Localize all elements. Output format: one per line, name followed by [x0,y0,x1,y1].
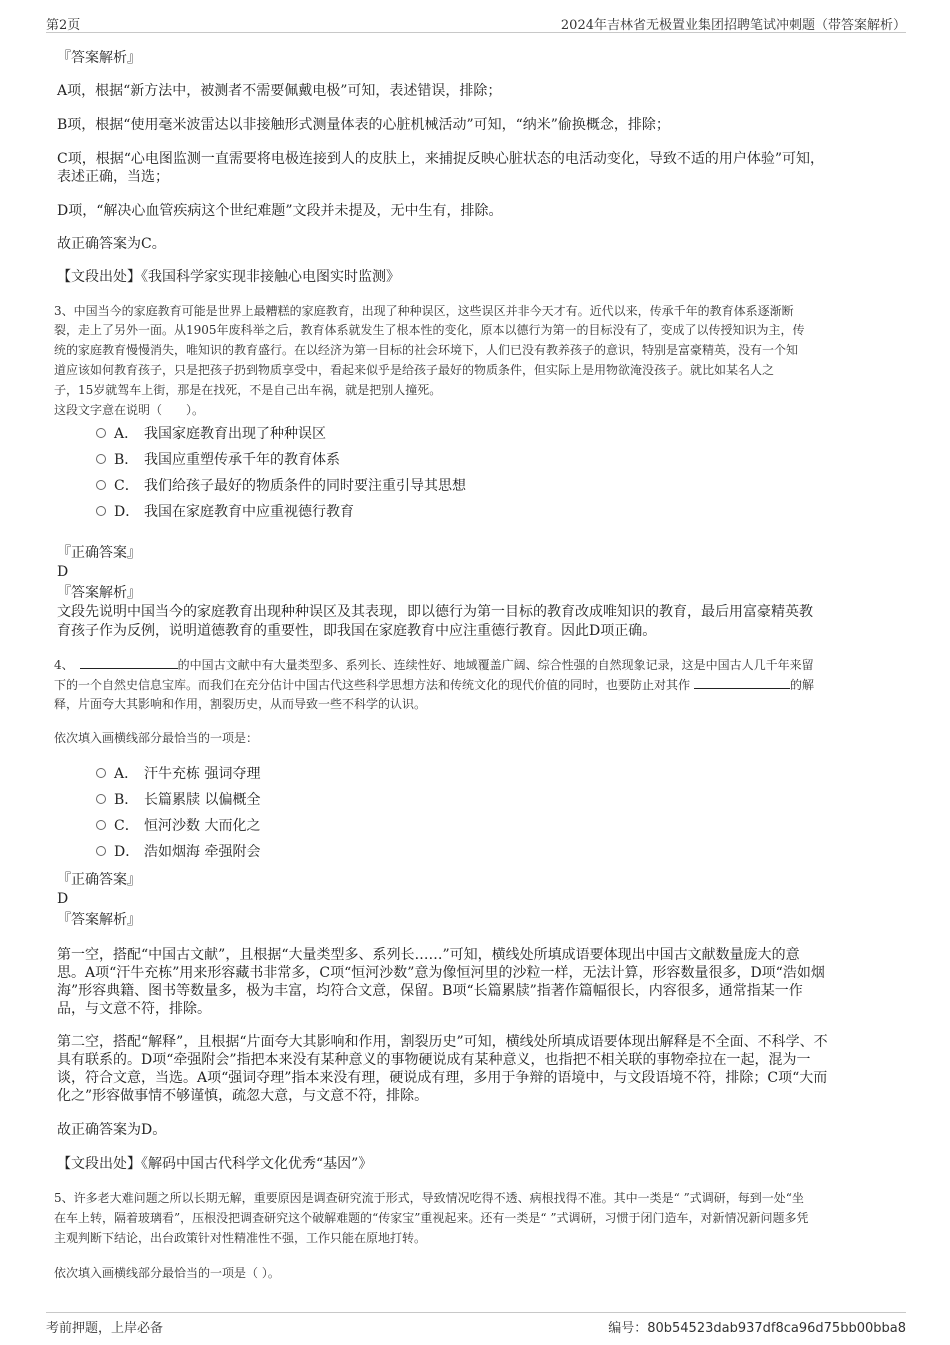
q5-stem-line-1: 5、许多老大难问题之所以长期无解，重要原因是调查研究流于形式，导致情况吃得不透、病根找得不准。其中一类是“ ”式调研，每到一处“坐 [54,1191,804,1205]
q4-stem-line-2: 下的一个自然史信息宝库。而我们在充分估计中国古代这些科学思想方法和传统文化的现代价值的同时，也要防止对其作 的解 [54,675,814,695]
q2-conclusion: 故正确答案为C。 [57,236,166,252]
q3-option-a[interactable]: A． 我国家庭教育出现了种种误区 [96,424,326,444]
radio-icon[interactable] [96,428,106,438]
radio-icon[interactable] [96,846,106,856]
page-header [46,12,906,33]
q4-analysis-p1-line-1: 第一空，搭配“中国古文献”，且根据“大量类型多、系列长……”可知，横线处所填成语要体现出中国古文献数量庞大的意 [57,947,800,963]
q4-analysis-p1-line-2: 思。A项“汗牛充栋”用来形容藏书非常多，C项“恒河沙数”意为像恒河里的沙粒一样，无法计算，形容数量很多，D项“浩如烟 [57,965,825,981]
q3-stem-line-4: 道应该如何教育孩子，只是把孩子扔到物质享受中，看起来似乎是给孩子最好的物质条件，但实际上是用物欲淹没孩子。就比如某名人之 [54,363,775,377]
q3-stem-line-1: 3、中国当今的家庭教育可能是世界上最糟糕的家庭教育，出现了种种误区，这些误区并非今天才有。近代以来，传承千年的教育体系逐渐断 [54,304,794,318]
q5-stem-line-3: 主观判断下结论，出台政策针对性精准性不强，工作只能在原地打转。 [54,1231,427,1245]
q4-analysis-p2-line-1: 第二空，搭配“解释”，且根据“片面夸大其影响和作用，割裂历史”可知，横线处所填成语要体现出解释是不全面、不科学、不 [57,1034,828,1050]
q4-analysis-p2-line-2: 具有联系的。D项“牵强附会”指把本来没有某种意义的事物硬说成有某种意义，也指把不相关联的事物牵拉在一起，混为一 [57,1052,811,1068]
q3-option-b[interactable]: B． 我国应重塑传承千年的教育体系 [96,450,340,470]
q2-analysis-label: 『答案解析』 [57,50,141,66]
page-footer [46,1312,906,1335]
document-code: 80b54523dab937df8ca96d75bb00bba8 [647,1321,906,1336]
radio-icon[interactable] [96,794,106,804]
q3-stem-line-3: 统的家庭教育慢慢消失，唯知识的教育盛行。在以经济为第一目标的社会环境下，人们已没有教养孩子的意识，特别是富豪精英，没有一个知 [54,343,799,357]
radio-icon[interactable] [96,454,106,464]
q4-option-c[interactable]: C． 恒河沙数 大而化之 [96,816,260,836]
q4-stem-line-1: 4、 的中国古文献中有大量类型多、系列长、连续性好、地域覆盖广阔、综合性强的自然现象记录，这是中国古人几千年来留 [54,655,814,675]
q4-option-d[interactable]: D． 浩如烟海 牵强附会 [96,842,260,862]
q4-source: 【文段出处】《解码中国古代科学文化优秀“基因”》 [57,1156,373,1172]
q3-analysis-line-1: 文段先说明中国当今的家庭教育出现种种误区及其表现，即以德行为第一目标的教育改成唯知识的教育，最后用富豪精英教 [57,604,813,620]
q2-analysis-line-a: A项，根据“新方法中，被测者不需要佩戴电极”可知，表述错误，排除； [57,83,502,99]
blank-1 [80,655,178,669]
q2-analysis-line-d: D项，“解决心血管疾病这个世纪难题”文段并未提及，无中生有，排除。 [57,203,503,219]
q3-stem-line-5: 子，15岁就驾车上街，那是在找死，不是自己出车祸，就是把别人撞死。 [54,383,442,397]
q3-analysis-label: 『答案解析』 [57,585,141,601]
q2-analysis-line-b: B项，根据“使用毫米波雷达以非接触形式测量体表的心脏机械活动”可知，“纳米”偷换概念，排除； [57,117,670,133]
q4-option-b[interactable]: B． 长篇累牍 以偏概全 [96,790,260,810]
radio-icon[interactable] [96,480,106,490]
blank-2 [694,675,790,689]
q4-analysis-p2-line-4: 化之”形容做事情不够谨慎，疏忽大意，与文意不符，排除。 [57,1088,429,1104]
q3-analysis-line-2: 育孩子作为反例，说明道德教育的重要性，即我国在家庭教育中应注重德行教育。因此D项正确。 [57,623,657,639]
document-title: 2024年吉林省无极置业集团招聘笔试冲刺题（带答案解析） [560,18,906,33]
q4-stem-line-3: 释，片面夸大其影响和作用，割裂历史，从而导致一些不科学的认识。 [54,697,427,711]
q3-answer: D [57,564,69,580]
q3-option-d[interactable]: D． 我国在家庭教育中应重视德行教育 [96,502,354,522]
radio-icon[interactable] [96,506,106,516]
q3-prompt: 这段文字意在说明（ ）。 [54,403,205,417]
radio-icon[interactable] [96,820,106,830]
q4-analysis-p2-line-3: 谈，符合文意，当选。A项“强词夺理”指本来没有理，硬说成有理，多用于争辩的语境中，与文段语境不符，排除；C项“大而 [57,1070,828,1086]
footer-slogan: 考前押题，上岸必备 [46,1321,164,1336]
q5-stem-line-2: 在车上转，隔着玻璃看”，压根没把调查研究这个破解难题的“传家宝”重视起来。还有一类是“ ”式调研，习惯于闭门造车，对新情况新问题多凭 [54,1211,809,1225]
q2-analysis-line-c2: 表述正确，当选； [57,169,169,185]
q4-analysis-p1-line-4: 品，与文意不符，排除。 [57,1001,211,1017]
q5-prompt: 依次填入画横线部分最恰当的一项是（ ）。 [54,1266,280,1280]
footer-code: 编号：80b54523dab937df8ca96d75bb00bba8 [608,1321,906,1336]
q2-analysis-line-c1: C项，根据“心电图监测一直需要将电极连接到人的皮肤上，来捕捉反映心脏状态的电活动变化，导致不适的用户体验”可知， [57,151,825,167]
q3-answer-label: 『正确答案』 [57,545,141,561]
q3-option-c[interactable]: C． 我们给孩子最好的物质条件的同时要注重引导其思想 [96,476,466,496]
q4-analysis-label: 『答案解析』 [57,912,141,928]
q4-option-a[interactable]: A． 汗牛充栋 强词夺理 [96,764,260,784]
q4-analysis-p1-line-3: 海”形容典籍、图书等数量多，极为丰富，均符合文意，保留。B项“长篇累牍”指著作篇幅很长，内容很多，通常指某一作 [57,983,803,999]
q4-conclusion: 故正确答案为D。 [57,1122,167,1138]
q3-stem-line-2: 裂，走上了另外一面。从1905年废科举之后，教育体系就发生了根本性的变化，原本以德行为第一的目标没有了，变成了以传授知识为主，传 [54,323,805,337]
q4-prompt: 依次填入画横线部分最恰当的一项是： [54,731,259,745]
q4-answer: D [57,891,69,907]
radio-icon[interactable] [96,768,106,778]
q2-source: 【文段出处】《我国科学家实现非接触心电图实时监测》 [57,269,400,285]
page-number: 第2页 [46,18,81,33]
q4-answer-label: 『正确答案』 [57,872,141,888]
